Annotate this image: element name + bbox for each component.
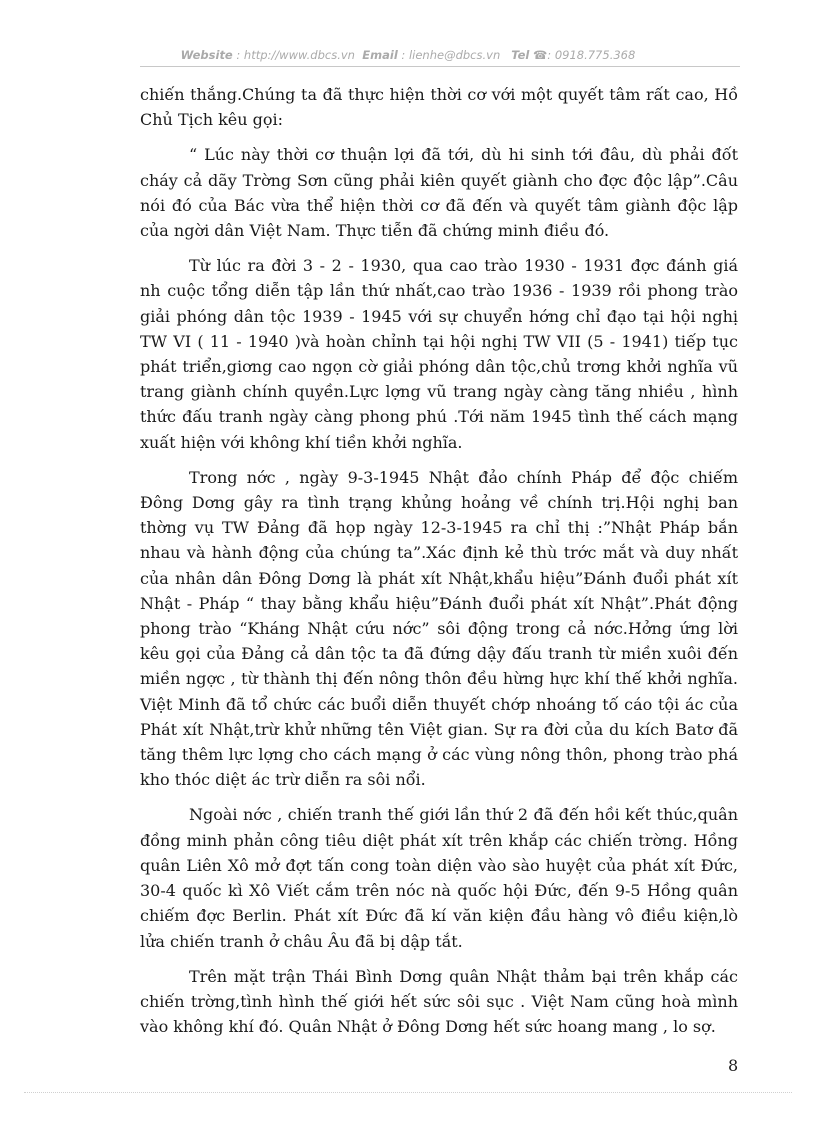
email-label: Email	[362, 48, 398, 62]
document-body	[140, 82, 738, 1049]
paragraph-5: Ngoài nớc , chiến tranh thế giới lần thứ 2 đã đến hồi kết thúc,quân đồng minh phản công tiêu diệt phát xít trên khắp các chiến trờng. Hồng quân Liên Xô mở đợt tấn cong toàn diện vào sào huyệt của phát xít Đức, 30-4 quốc kì Xô Viết cắm trên nóc nà quốc hội Đức, đến 9-5 Hồng quân chiếm đợc Berlin. Phát xít Đức đã kí văn kiện đầu hàng vô điều kiện,lò lửa chiến tranh ở châu Âu đã bị dập tắt.	[140, 805, 738, 951]
website-label: Website	[180, 48, 233, 62]
header-divider	[140, 66, 740, 67]
page-number: 8	[728, 1056, 739, 1075]
paragraph-1: chiến thắng.Chúng ta đã thực hiện thời cơ với một quyết tâm rất cao, Hồ Chủ Tịch kêu gọi:	[140, 85, 738, 130]
paragraph-6: Trên mặt trận Thái Bình Dơng quân Nhật thảm bại trên khắp các chiến trờng,tình hình thế giới hết sức sôi sục . Việt Nam cũng hoà mình vào không khí đó. Quân Nhật ở Đông Dơng hết sức hoang mang , lo sợ.	[140, 966, 738, 1037]
paragraph-2: “ Lúc này thời cơ thuận lợi đã tới, dù hi sinh tới đâu, dù phải đốt cháy cả dãy Trờng Sơn cũng phải kiên quyết giành cho đợc độc lập”.Câu nói đó của Bác vừa thể hiện thời cơ đã đến và quyết tâm giành độc lập của ngời dân Việt Nam. Thực tiễn đã chứng minh điều đó.	[140, 145, 738, 241]
email-value: : lienhe@dbcs.vn	[401, 48, 501, 62]
paragraph-3: Từ lúc ra đời 3 - 2 - 1930, qua cao trào 1930 - 1931 đợc đánh giá nh cuộc tổng diễn tập lần thứ nhất,cao trào 1936 - 1939 rồi phong trào giải phóng dân tộc 1939 - 1945 với sự chuyển hớng chỉ đạo tại hội nghị TW VI ( 11 - 1940 )và hoàn chỉnh tại hội nghị TW VII (5 - 1941) tiếp tục phát triển,giơng cao ngọn cờ giải phóng dân tộc,chủ trơng khởi nghĩa vũ trang giành chính quyền.Lực lợng vũ trang ngày càng tăng nhiều , hình thức đấu tranh ngày càng phong phú .Tới năm 1945 tình thế cách mạng xuất hiện với không khí tiền khởi nghĩa.	[140, 256, 738, 452]
website-value: : http://www.dbcs.vn	[236, 48, 355, 62]
page-header	[0, 48, 816, 62]
tel-value: ☎: 0918.775.368	[532, 48, 636, 62]
paragraph-4: Trong nớc , ngày 9-3-1945 Nhật đảo chính Pháp để độc chiếm Đông Dơng gây ra tình trạng khủng hoảng về chính trị.Hội nghị ban thờng vụ TW Đảng đã họp ngày 12-3-1945 ra chỉ thị :”Nhật Pháp bắn nhau và hành động của chúng ta”.Xác định kẻ thù trớc mắt và duy nhất của nhân dân Đông Dơng là phát xít Nhật,khẩu hiệu”Đánh đuổi phát xít Nhật - Pháp “ thay bằng khẩu hiệu”Đánh đuổi phát xít Nhật”.Phát động phong trào “Kháng Nhật cứu nớc” sôi động trong cả nớc.Hởng ứng lời kêu gọi của Đảng cả dân tộc ta đã đứng dậy đấu tranh từ miền xuôi đến miền ngợc , từ thành thị đến nông thôn đều hừng hực khí thế khởi nghĩa. Việt Minh đã tổ chức các buổi diễn thuyết chớp nhoáng tố cáo tội ác của Phát xít Nhật,trừ khử những tên Việt gian. Sự ra đời của du kích Batơ đã tăng thêm lực lợng cho cách mạng ở các vùng nông thôn, phong trào phá kho thóc diệt ác trừ diễn ra sôi nổi.	[140, 467, 738, 790]
footer-divider	[24, 1092, 792, 1093]
tel-label: Tel	[511, 48, 530, 62]
